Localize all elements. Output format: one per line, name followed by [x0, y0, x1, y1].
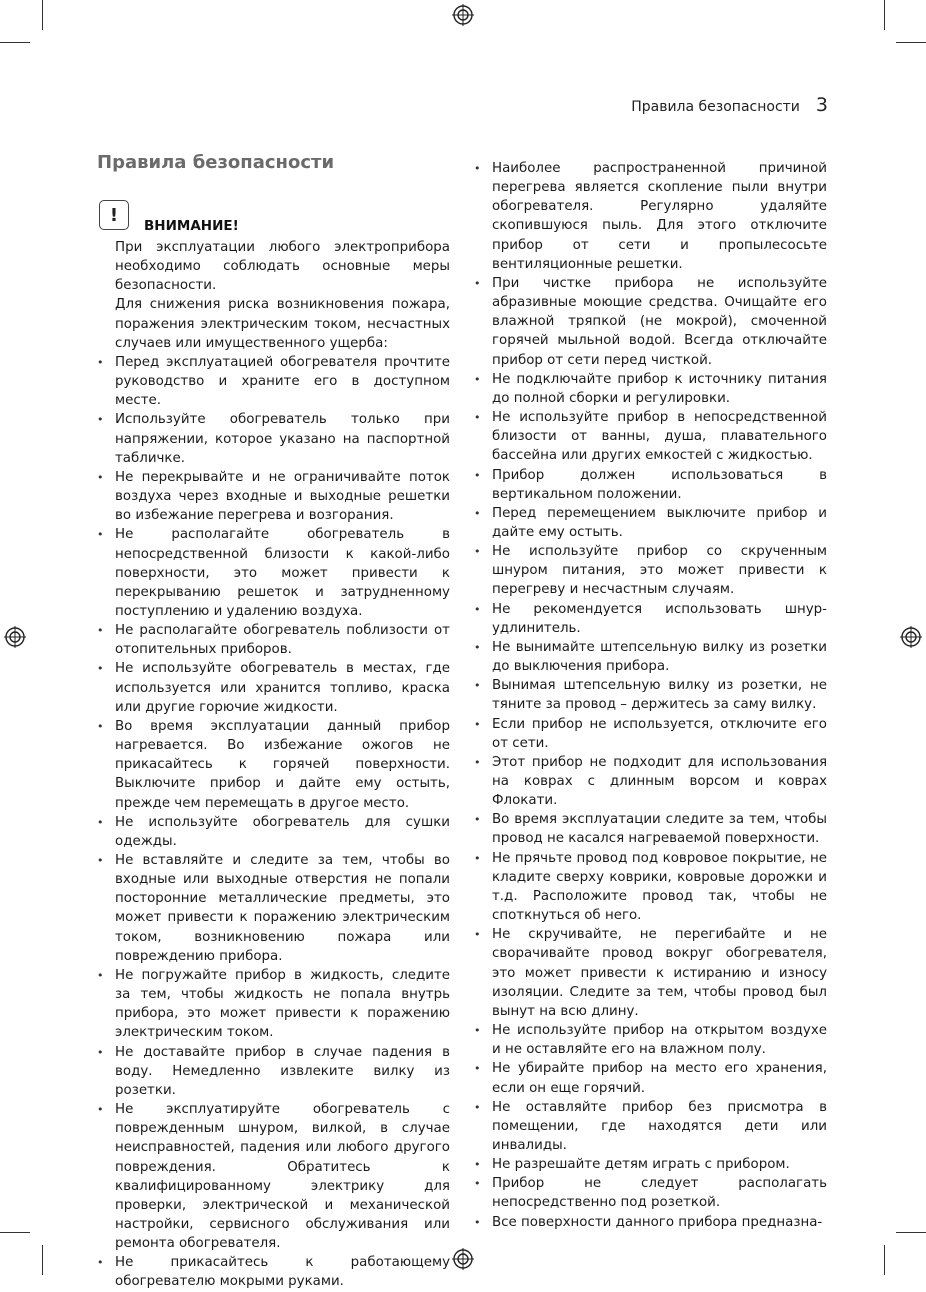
list-item: • Перед эксплуатацией обогревателя прочтите руководство и храните его в доступном месте.: [97, 353, 450, 410]
list-item: • Во время эксплуатации следите за тем, чтобы провод не касался нагреваемой поверхности.: [474, 810, 827, 848]
list-item: • Не перекрывайте и не ограничивайте поток воздуха через входные и выходные решетки во избежание перегрева и возгорания.: [97, 468, 450, 525]
list-item: • Не погружайте прибор в жидкость, следите за тем, чтобы жидкость не попала внутрь прибора, это может привести к поражению электрическим током.: [97, 966, 450, 1043]
crop-mark-top-right-v: [884, 0, 885, 30]
registration-mark-icon: [452, 4, 474, 26]
warning-icon: [99, 200, 129, 230]
list-item: • Не используйте прибор на открытом воздухе и не оставляйте его на влажном полу.: [474, 1021, 827, 1059]
crop-mark-bottom-left-h: [0, 1232, 30, 1233]
list-item: • Не прикасайтесь к работающему обогревателю мокрыми руками.: [97, 1253, 450, 1291]
list-item: • Все поверхности данного прибора предназна-: [474, 1213, 827, 1232]
list-item: • Этот прибор не подходит для использования на коврах с длинным ворсом и коврах Флокати.: [474, 753, 827, 810]
left-bullet-list: [97, 353, 450, 1292]
list-item: • Не эксплуатируйте обогреватель с поврежденным шнуром, вилкой, в случае неисправностей, падения или любого другого повреждения. Обратитесь к квалифицированному электрику для проверки, электрической и механической настройки, сервисного обслуживания или ремонта обогревателя.: [97, 1100, 450, 1253]
list-item: • Не доставайте прибор в случае падения в воду. Немедленно извлеките вилку из розетки.: [97, 1043, 450, 1100]
list-item: • Наиболее распространенной причиной перегрева является скопление пыли внутри обогревателя. Регулярно удаляйте скопившуюся пыль. Для этого отключите прибор от сети и пропылесосьте вентиляционные решетки.: [474, 159, 827, 274]
list-item: • Не используйте обогреватель в местах, где используется или хранится топливо, краска или другие горючие жидкости.: [97, 659, 450, 716]
crop-mark-top-right-h: [896, 42, 926, 43]
list-item: • Не вынимайте штепсельную вилку из розетки до выключения прибора.: [474, 638, 827, 676]
list-item: • Вынимая штепсельную вилку из розетки, не тяните за провод – держитесь за саму вилку.: [474, 676, 827, 714]
list-item: • Не разрешайте детям играть с прибором.: [474, 1155, 827, 1174]
warning-title: ВНИМАНИЕ!: [144, 218, 239, 234]
list-item: • Не используйте прибор со скрученным шнуром питания, это может привести к перегреву и несчастным случаям.: [474, 542, 827, 599]
list-item: • Не рекомендуется использовать шнур-удлинитель.: [474, 600, 827, 638]
warning-paragraph: Для снижения риска возникновения пожара, поражения электрическим током, несчастных случаев или имущественного ущерба:: [115, 297, 450, 351]
list-item: • Не располагайте обогреватель в непосредственной близости к какой-либо поверхности, это может привести к перекрыванию решеток и затрудненному поступлению и удалению воздуха.: [97, 525, 450, 621]
list-item: • Если прибор не используется, отключите его от сети.: [474, 715, 827, 753]
list-item: • Во время эксплуатации данный прибор нагревается. Во избежание ожогов не прикасайтесь к горячей поверхности. Выключите прибор и дайте ему остыть, прежде чем перемещать в другое место.: [97, 717, 450, 813]
list-item: • Не располагайте обогреватель поблизости от отопительных приборов.: [97, 621, 450, 659]
crop-mark-top-left-v: [42, 0, 43, 30]
crop-mark-bottom-left-v: [42, 1245, 43, 1275]
list-item: • Прибор не следует располагать непосредственно под розеткой.: [474, 1174, 827, 1212]
running-header-title: Правила безопасности: [631, 99, 800, 115]
running-header: [631, 94, 828, 116]
right-bullet-list: [474, 159, 827, 1232]
list-item: • Перед перемещением выключите прибор и дайте ему остыть.: [474, 504, 827, 542]
page-number: 3: [815, 94, 828, 116]
list-item: • Прибор должен использоваться в вертикальном положении.: [474, 466, 827, 504]
list-item: • Не подключайте прибор к источнику питания до полной сборки и регулировки.: [474, 370, 827, 408]
registration-mark-icon: [4, 626, 26, 648]
crop-mark-bottom-right-v: [884, 1245, 885, 1275]
registration-mark-icon: [900, 626, 922, 648]
list-item: • Не вставляйте и следите за тем, чтобы во входные или выходные отверстия не попали посторонние металлические предметы, это может привести к поражению электрическим током, возникновению пожара или повреждению прибора.: [97, 851, 450, 966]
list-item: • Не убирайте прибор на место его хранения, если он еще горячий.: [474, 1059, 827, 1097]
crop-mark-top-left-h: [0, 42, 30, 43]
list-item: • Не используйте прибор в непосредственной близости от ванны, душа, плавательного бассейна или других емкостей с жидкостью.: [474, 408, 827, 465]
list-item: • Не используйте обогреватель для сушки одежды.: [97, 813, 450, 851]
list-item: • Не прячьте провод под ковровое покрытие, не кладите сверху коврики, ковровые дорожки и т.д. Расположите провод так, чтобы не споткнуться об него.: [474, 849, 827, 926]
list-item: • Не скручивайте, не перегибайте и не сворачивайте провод вокруг обогревателя, это может привести к истиранию и износу изоляции. Следите за тем, чтобы провод был вынут на всю длину.: [474, 925, 827, 1021]
list-item: • Не оставляйте прибор без присмотра в помещении, где находятся дети или инвалиды.: [474, 1098, 827, 1155]
list-item: • При чистке прибора не используйте абразивные моющие средства. Очищайте его влажной тряпкой (не мокрой), смоченной горячей мыльной водой. Всегда отключайте прибор от сети перед чисткой.: [474, 274, 827, 370]
right-column: [474, 159, 827, 1232]
left-column: [97, 238, 450, 1292]
page-title: Правила безопасности: [97, 152, 335, 173]
warning-paragraph: При эксплуатации любого электроприбора необходимо соблюдать основные меры безопасности.: [115, 240, 450, 294]
warning-icon-glyph: !: [109, 204, 119, 226]
list-item: • Используйте обогреватель только при напряжении, которое указано на паспортной табличке.: [97, 410, 450, 467]
registration-mark-icon: [452, 1248, 474, 1270]
crop-mark-bottom-right-h: [896, 1232, 926, 1233]
